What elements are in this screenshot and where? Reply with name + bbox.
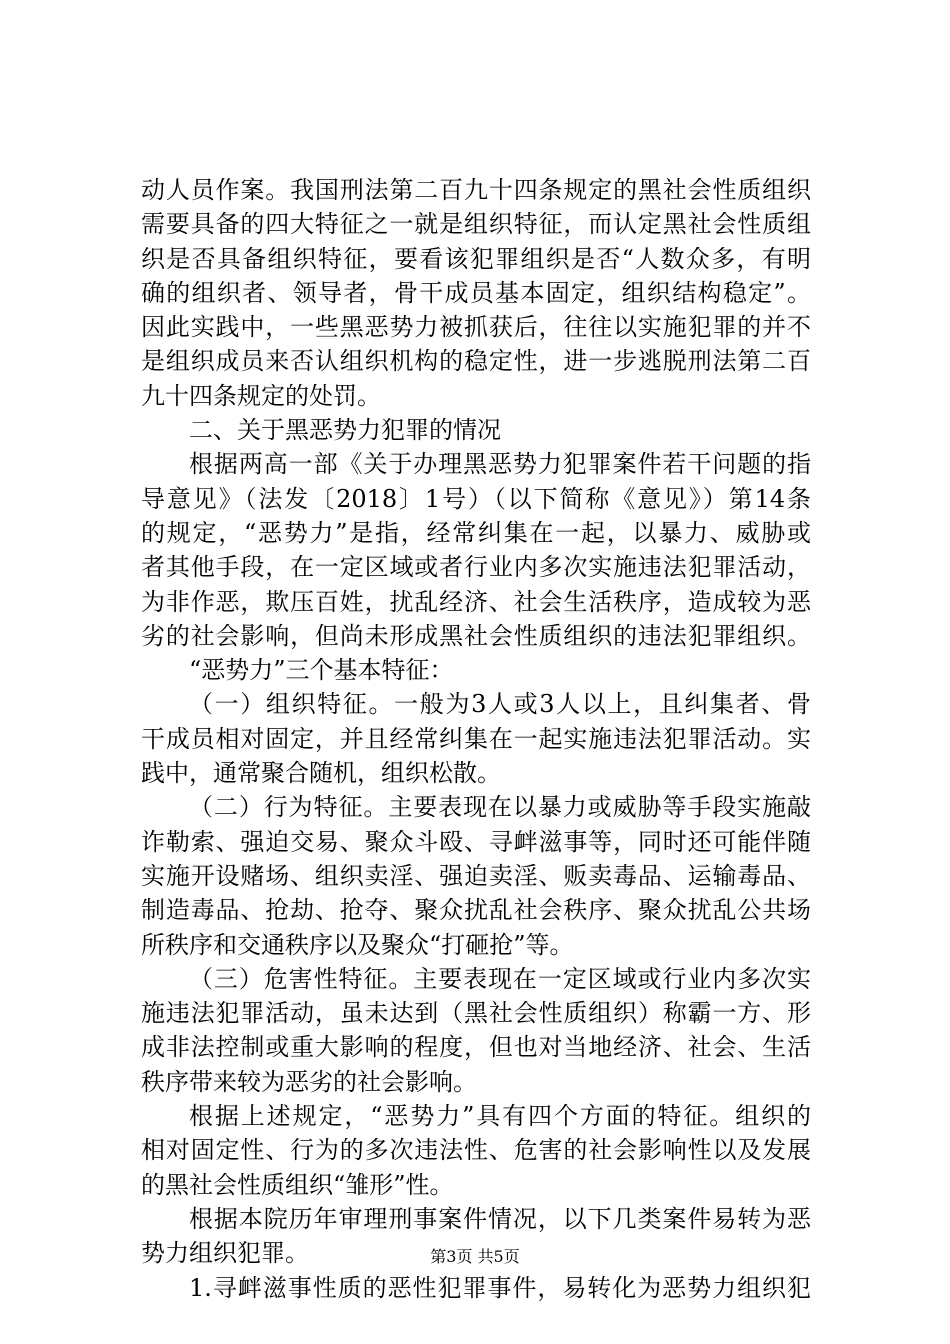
text-line: 成非法控制或重大影响的程度，但也对当地经济、社会、生活 xyxy=(141,1033,811,1062)
text-line: 者其他手段，在一定区域或者行业内多次实施违法犯罪活动， xyxy=(141,553,811,582)
text-line: 的规定，“恶势力”是指，经常纠集在一起，以暴力、威胁或 xyxy=(141,518,811,547)
text-line: 根据两高一部《关于办理黑恶势力犯罪案件若干问题的指 xyxy=(189,450,811,479)
text-line: 根据上述规定，“恶势力”具有四个方面的特征。组织的 xyxy=(189,1102,811,1131)
text-line: 相对固定性、行为的多次违法性、危害的社会影响性以及发展 xyxy=(141,1136,811,1165)
text-line: 是组织成员来否认组织机构的稳定性，进一步逃脱刑法第二百 xyxy=(141,347,811,376)
text-line: （二）行为特征。主要表现在以暴力或威胁等手段实施敲 xyxy=(189,793,811,822)
text-line: 实施开设赌场、组织卖淫、强迫卖淫、贩卖毒品、运输毒品、 xyxy=(141,861,811,890)
text-line: 秩序带来较为恶劣的社会影响。 xyxy=(141,1067,477,1096)
text-line: 诈勒索、强迫交易、聚众斗殴、寻衅滋事等，同时还可能伴随 xyxy=(141,827,811,856)
section-heading: 二、关于黑恶势力犯罪的情况 xyxy=(189,416,501,445)
text-line: 制造毒品、抢劫、抢夺、聚众扰乱社会秩序、聚众扰乱公共场 xyxy=(141,896,811,925)
text-line: 的黑社会性质组织“雏形”性。 xyxy=(141,1170,454,1199)
text-line: 1.寻衅滋事性质的恶性犯罪事件，易转化为恶势力组织犯 xyxy=(189,1273,811,1302)
text-line: 干成员相对固定，并且经常纠集在一起实施违法犯罪活动。实 xyxy=(141,724,811,753)
text-line: （三）危害性特征。主要表现在一定区域或行业内多次实 xyxy=(189,964,811,993)
text-line: 为非作恶，欺压百姓，扰乱经济、社会生活秩序，造成较为恶 xyxy=(141,587,811,616)
document-body xyxy=(141,173,811,1305)
page-footer: 第3页 共5页 xyxy=(430,1247,520,1266)
text-line: 需要具备的四大特征之一就是组织特征，而认定黑社会性质组 xyxy=(141,210,811,239)
text-line: 织是否具备组织特征，要看该犯罪组织是否“人数众多，有明 xyxy=(141,244,811,273)
text-line: 势力组织犯罪。 xyxy=(141,1239,309,1268)
text-line: 确的组织者、领导者，骨干成员基本固定，组织结构稳定”。 xyxy=(141,278,811,307)
text-line: （一）组织特征。一般为3人或3人以上，且纠集者、骨 xyxy=(189,690,811,719)
text-line: 践中，通常聚合随机，组织松散。 xyxy=(141,759,501,788)
text-line: “恶势力”三个基本特征： xyxy=(189,656,454,685)
text-line: 动人员作案。我国刑法第二百九十四条规定的黑社会性质组织 xyxy=(141,176,811,204)
text-line: 导意见》（法发〔2018〕1号）（以下简称《意见》）第14条 xyxy=(141,484,811,513)
text-line: 所秩序和交通秩序以及聚众“打砸抢”等。 xyxy=(141,930,574,959)
text-line: 九十四条规定的处罚。 xyxy=(141,381,381,410)
text-line: 劣的社会影响，但尚未形成黑社会性质组织的违法犯罪组织。 xyxy=(141,621,811,650)
text-line: 根据本院历年审理刑事案件情况，以下几类案件易转为恶 xyxy=(189,1204,811,1233)
text-line: 施违法犯罪活动，虽未达到（黑社会性质组织）称霸一方、形 xyxy=(141,999,811,1028)
text-line: 因此实践中，一些黑恶势力被抓获后，往往以实施犯罪的并不 xyxy=(141,313,811,342)
